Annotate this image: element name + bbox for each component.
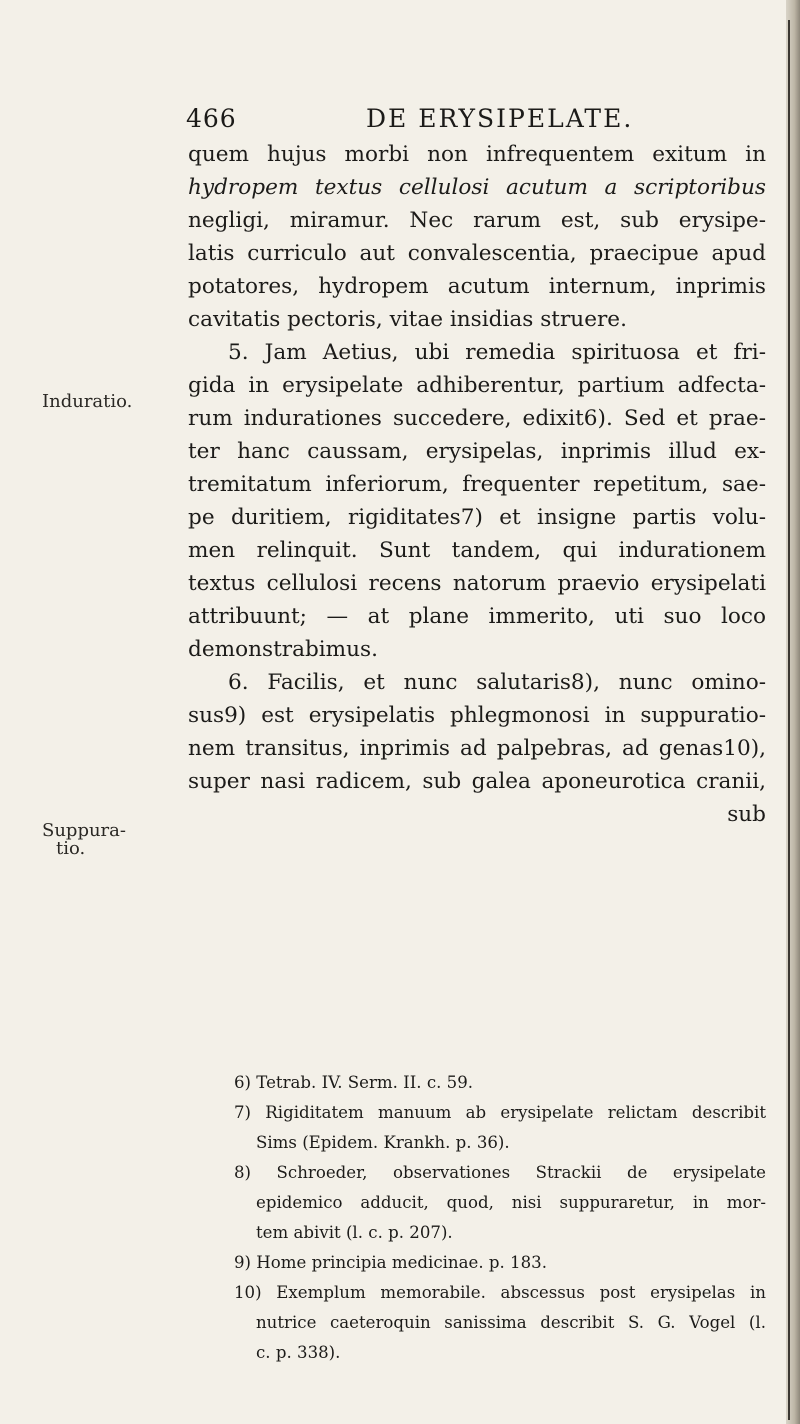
main-text bbox=[188, 138, 766, 831]
text-line: latis curriculo aut convalescentia, praecipue apud bbox=[188, 241, 766, 266]
text-line: ter hanc caussam, erysipelas, inprimis illud ex- bbox=[188, 439, 766, 464]
text-line: gida in erysipelate adhiberentur, partium adfecta- bbox=[188, 373, 766, 398]
text-line: negligi, miramur. Nec rarum est, sub erysipe- bbox=[188, 208, 766, 233]
page-edge-line bbox=[788, 20, 790, 1420]
text-line: 6. Facilis, et nunc salutaris8), nunc omino- bbox=[228, 670, 766, 695]
text-line: pe duritiem, rigiditates7) et insigne partis volu- bbox=[188, 505, 766, 530]
text-line: potatores, hydropem acutum internum, inprimis bbox=[188, 274, 766, 299]
page-header bbox=[186, 100, 746, 140]
footnote: tem abivit (l. c. p. 207). bbox=[256, 1223, 453, 1242]
text-line: 5. Jam Aetius, ubi remedia spirituosa et fri- bbox=[228, 340, 766, 365]
margin-note-suppuratio-line1: Suppura- bbox=[42, 820, 126, 841]
text-line: cavitatis pectoris, vitae insidias struere. bbox=[188, 307, 627, 332]
text-line: demonstrabimus. bbox=[188, 637, 378, 662]
footnote: 10) Exemplum memorabile. abscessus post erysipelas in bbox=[234, 1283, 766, 1302]
text-line: textus cellulosi recens natorum praevio erysipelati bbox=[188, 571, 766, 596]
text-line: nem transitus, inprimis ad palpebras, ad genas10), bbox=[188, 736, 766, 761]
text-line: rum indurationes succedere, edixit6). Sed et prae- bbox=[188, 406, 766, 431]
page-number: 466 bbox=[186, 104, 237, 133]
footnote: 7) Rigiditatem manuum ab erysipelate relictam describit bbox=[234, 1103, 766, 1122]
text-line: men relinquit. Sunt tandem, qui indurationem bbox=[188, 538, 766, 563]
text-line: quem hujus morbi non infrequentem exitum in bbox=[188, 142, 766, 167]
text-line: attribuunt; — at plane immerito, uti suo loco bbox=[188, 604, 766, 629]
footnote: 6) Tetrab. IV. Serm. II. c. 59. bbox=[234, 1073, 474, 1092]
footnotes bbox=[234, 1068, 766, 1368]
margin-note-induratio: Induratio. bbox=[42, 391, 133, 412]
footnote: epidemico adducit, quod, nisi suppuraretur, in mor- bbox=[256, 1193, 766, 1212]
text-line: super nasi radicem, sub galea aponeurotica cranii, bbox=[188, 769, 766, 794]
footnote: Sims (Epidem. Krankh. p. 36). bbox=[256, 1133, 510, 1152]
footnote: nutrice caeteroquin sanissima describit S. G. Vogel (l. bbox=[256, 1313, 766, 1332]
margin-note-suppuratio-line2: tio. bbox=[56, 838, 86, 859]
catchword: sub bbox=[727, 802, 766, 827]
text-line: sus9) est erysipelatis phlegmonosi in suppuratio- bbox=[188, 703, 766, 728]
footnote: 9) Home principia medicinae. p. 183. bbox=[234, 1253, 547, 1272]
margin-note-suppuratio bbox=[42, 822, 126, 858]
footnote: c. p. 338). bbox=[256, 1343, 341, 1362]
footnote: 8) Schroeder, observationes Strackii de erysipelate bbox=[234, 1163, 766, 1182]
text-line: tremitatum inferiorum, frequenter repetitum, sae- bbox=[188, 472, 766, 497]
running-title: DE ERYSIPELATE. bbox=[366, 104, 634, 133]
text-line: hydropem textus cellulosi acutum a scriptoribus bbox=[188, 175, 766, 200]
